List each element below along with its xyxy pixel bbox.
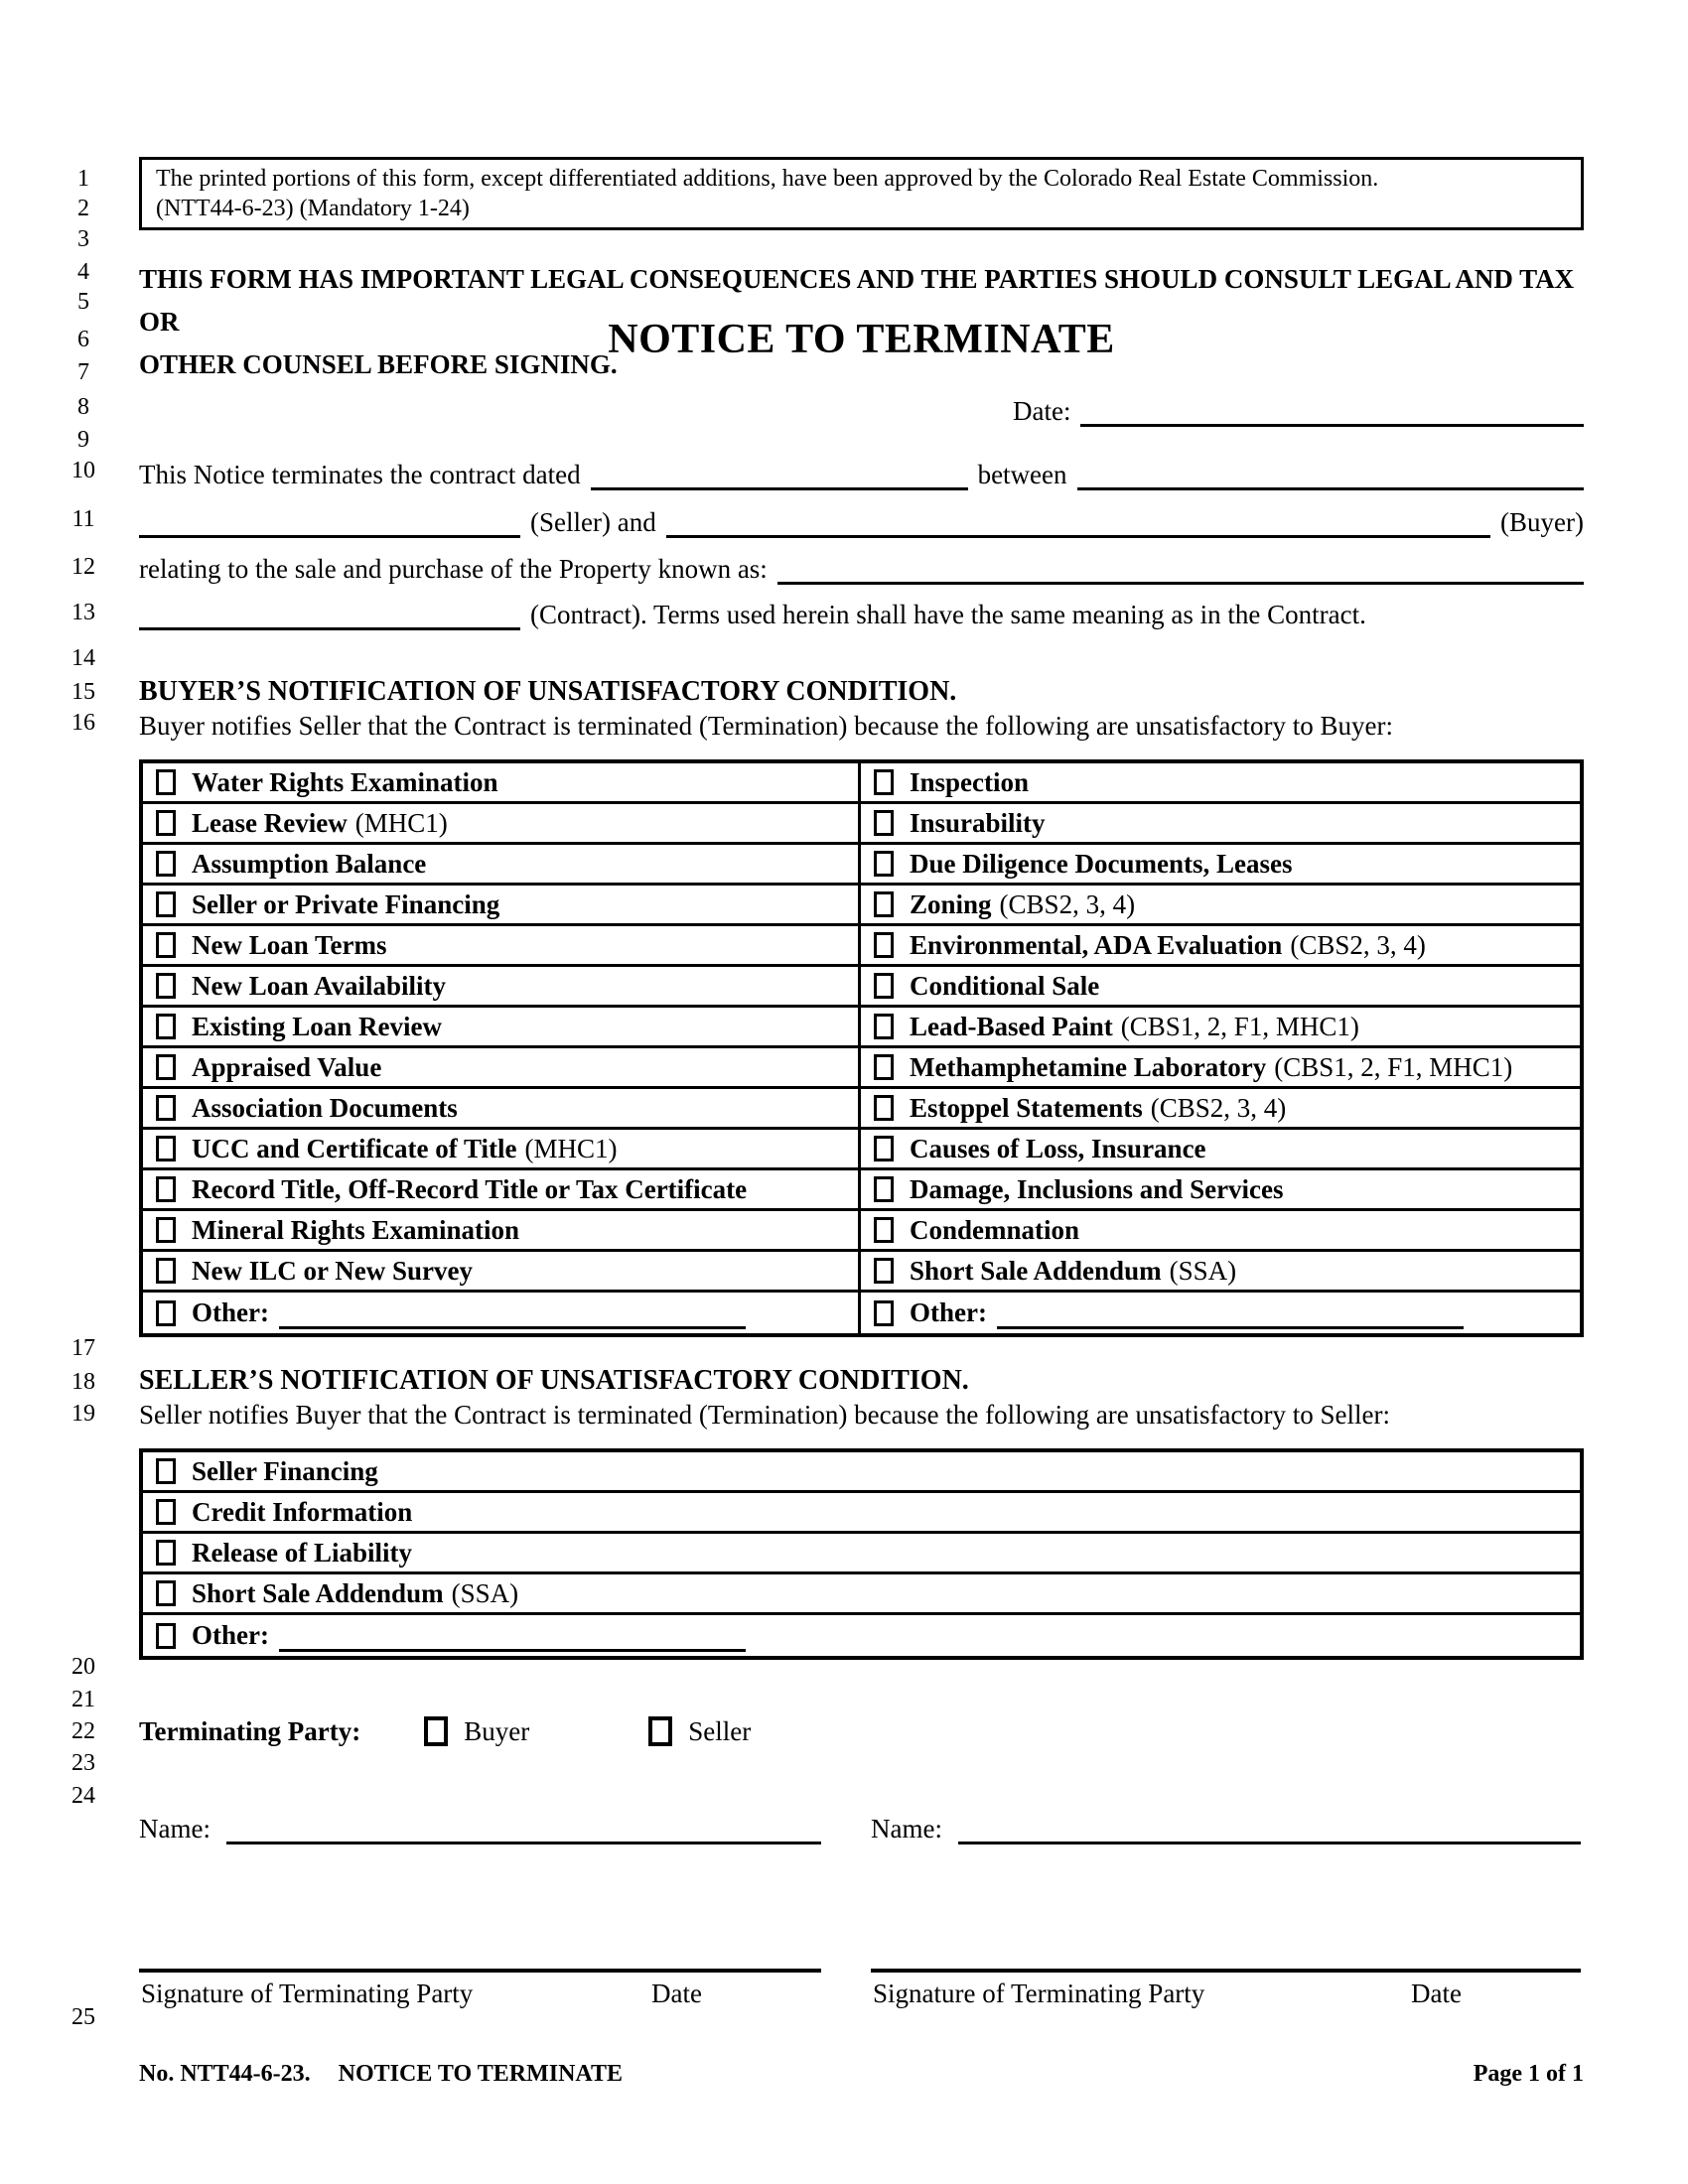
checkbox[interactable]	[874, 1217, 894, 1243]
buyer-checklist-right-column	[861, 763, 1580, 1333]
checklist-item-label: Existing Loan Review	[192, 1011, 443, 1041]
checkbox[interactable]	[874, 1300, 894, 1326]
checkbox[interactable]	[874, 1176, 894, 1202]
checkbox[interactable]	[156, 851, 176, 877]
footer-left	[139, 2061, 623, 2088]
checklist-item-label: Seller Financing	[192, 1455, 378, 1486]
seller-checklist-column	[143, 1452, 1580, 1656]
checkbox[interactable]	[156, 769, 176, 795]
approval-note-line2: (NTT44-6-23) (Mandatory 1-24)	[156, 196, 470, 221]
buyer-section-intro: Buyer notifies Seller that the Contract is terminated (Termination) because the following are unsatisfactory to Buyer:	[139, 711, 1393, 741]
checklist-row	[143, 763, 858, 804]
terminating-party-buyer-label: Buyer	[464, 1715, 530, 1746]
intro-line-12	[139, 541, 1584, 585]
buyer-section-heading: BUYER’S NOTIFICATION OF UNSATISFACTORY CONDITION.	[139, 676, 957, 707]
signature-label: Signature of Terminating Party	[141, 1979, 474, 2008]
seller-suffix-label: (Seller) and	[530, 507, 656, 537]
line-number: 3	[77, 226, 89, 252]
checklist-item-label: Other:	[192, 1297, 269, 1327]
checklist-row	[861, 1170, 1580, 1211]
checklist-item-label: Other:	[910, 1297, 987, 1327]
checklist-item-note: (CBS2, 3, 4)	[1150, 1092, 1287, 1123]
name-row-right	[871, 1807, 1581, 1844]
footer-form-title: NOTICE TO TERMINATE	[338, 2061, 623, 2087]
signature-label: Signature of Terminating Party	[873, 1979, 1205, 2008]
checklist-item-label: New Loan Terms	[192, 929, 387, 960]
checklist-row	[861, 886, 1580, 926]
seller-name-field[interactable]	[1077, 458, 1584, 490]
name-row-left	[139, 1807, 821, 1844]
checklist-item-label: Condemnation	[910, 1214, 1080, 1245]
checklist-row	[861, 1089, 1580, 1130]
checkbox[interactable]	[156, 1217, 176, 1243]
contract-suffix-text: (Contract). Terms used herein shall have the same meaning as in the Contract.	[530, 600, 1366, 629]
line-number: 21	[71, 1687, 95, 1712]
checklist-item-label: Release of Liability	[192, 1537, 412, 1568]
line-number: 8	[77, 394, 89, 420]
checkbox[interactable]	[156, 1136, 176, 1161]
checklist-item-label: Other:	[192, 1619, 269, 1650]
checklist-item-note: (CBS2, 3, 4)	[1290, 929, 1426, 960]
checkbox[interactable]	[874, 1095, 894, 1121]
checkbox[interactable]	[874, 1258, 894, 1284]
checklist-row	[861, 1130, 1580, 1170]
checklist-row	[143, 1293, 858, 1333]
checkbox[interactable]	[156, 1580, 176, 1606]
checkbox[interactable]	[156, 1014, 176, 1039]
checklist-item-label: Record Title, Off-Record Title or Tax Certificate	[192, 1173, 748, 1204]
checkbox[interactable]	[156, 1458, 176, 1484]
property-field-cont[interactable]	[139, 598, 520, 630]
checkbox[interactable]	[874, 932, 894, 958]
terminating-party-seller-label: Seller	[688, 1715, 752, 1746]
checklist-row	[143, 926, 858, 967]
checkbox[interactable]	[874, 973, 894, 999]
checkbox[interactable]	[874, 1136, 894, 1161]
checklist-item-label: Insurability	[910, 807, 1046, 838]
date-label: Date:	[1013, 396, 1071, 426]
line-number: 14	[71, 645, 95, 671]
line-number: 25	[71, 2004, 95, 2030]
checklist-row	[143, 1574, 1580, 1615]
name-label: Name:	[871, 1814, 942, 1843]
buyer-name-field[interactable]	[666, 505, 1490, 538]
checkbox[interactable]	[156, 932, 176, 958]
checklist-item-label: Damage, Inclusions and Services	[910, 1173, 1284, 1204]
checklist-row	[143, 886, 858, 926]
checklist-row	[143, 1170, 858, 1211]
checklist-row	[143, 967, 858, 1008]
checklist-row	[861, 1211, 1580, 1252]
seller-section-intro: Seller notifies Buyer that the Contract is terminated (Termination) because the following are unsatisfactory to Seller:	[139, 1400, 1390, 1430]
checklist-item-note: (CBS1, 2, F1, MHC1)	[1120, 1011, 1359, 1041]
intro-line-13	[139, 587, 1584, 630]
checkbox[interactable]	[156, 1095, 176, 1121]
checklist-row	[143, 1493, 1580, 1534]
checklist-row	[861, 1048, 1580, 1089]
checkbox[interactable]	[156, 1623, 176, 1649]
signature-block-left[interactable]	[139, 1969, 821, 2009]
date-field[interactable]	[1080, 394, 1584, 427]
checklist-row	[143, 1252, 858, 1293]
other-field[interactable]	[279, 1639, 746, 1652]
approval-note-line1: The printed portions of this form, except differentiated additions, have been approved by the Colorado Real Estate Commission.	[156, 166, 1379, 192]
checklist-row	[861, 1008, 1580, 1048]
checklist-item-label: Credit Information	[192, 1496, 413, 1527]
other-field[interactable]	[279, 1316, 746, 1329]
intro-line10-text2: between	[977, 460, 1067, 489]
checklist-item-label: Water Rights Examination	[192, 766, 498, 797]
line-number: 16	[71, 710, 95, 736]
property-known-as-label: relating to the sale and purchase of the Property known as:	[139, 554, 768, 584]
checklist-item-label: Estoppel Statements	[910, 1092, 1143, 1123]
checkbox[interactable]	[874, 891, 894, 917]
line-number: 9	[77, 427, 89, 453]
checklist-row	[143, 1089, 858, 1130]
line-number: 24	[71, 1783, 95, 1809]
checklist-item-note: (SSA)	[1169, 1255, 1237, 1286]
intro-line-10	[139, 447, 1584, 490]
checklist-row	[143, 845, 858, 886]
buyer-suffix-label: (Buyer)	[1500, 507, 1584, 537]
checkbox[interactable]	[156, 1540, 176, 1566]
intro-line10-text1: This Notice terminates the contract dated	[139, 460, 581, 489]
checklist-row	[861, 967, 1580, 1008]
line-number: 23	[71, 1750, 95, 1776]
checkbox[interactable]	[156, 891, 176, 917]
seller-name-field-cont[interactable]	[139, 505, 520, 538]
checklist-item-label: New Loan Availability	[192, 970, 447, 1001]
checklist-row	[861, 1293, 1580, 1333]
signature-date-label: Date	[651, 1979, 702, 2008]
checklist-item-label: Appraised Value	[192, 1051, 382, 1082]
checklist-row	[861, 804, 1580, 845]
checkbox[interactable]	[156, 1300, 176, 1326]
terminating-party-label: Terminating Party:	[139, 1715, 361, 1746]
legal-warning-line1: THIS FORM HAS IMPORTANT LEGAL CONSEQUENCES AND THE PARTIES SHOULD CONSULT LEGAL AND TAX OR	[139, 264, 1575, 337]
checklist-row	[861, 845, 1580, 886]
checkbox[interactable]	[156, 1054, 176, 1080]
line-number: 6	[77, 327, 89, 352]
checklist-row	[143, 1048, 858, 1089]
line-number: 19	[71, 1401, 95, 1427]
checklist-item-label: Assumption Balance	[192, 848, 427, 879]
checklist-item-label: New ILC or New Survey	[192, 1255, 473, 1286]
property-field[interactable]	[777, 552, 1584, 585]
form-number: No. NTT44-6-23.	[139, 2061, 311, 2087]
name-field-left[interactable]	[226, 1812, 821, 1844]
intro-line-11	[139, 494, 1584, 538]
checklist-item-label: Seller or Private Financing	[192, 888, 500, 919]
line-number: 12	[71, 554, 95, 580]
signature-block-right[interactable]	[871, 1969, 1581, 2009]
line-number: 20	[71, 1654, 95, 1680]
line-number: 11	[71, 506, 95, 532]
name-field-right[interactable]	[958, 1812, 1581, 1844]
date-row	[1013, 387, 1584, 427]
checklist-item-label: Lease Review	[192, 807, 348, 838]
name-label: Name:	[139, 1814, 211, 1843]
line-number: 7	[77, 359, 89, 385]
checkbox[interactable]	[874, 1014, 894, 1039]
checklist-row	[861, 926, 1580, 967]
checklist-row	[143, 1008, 858, 1048]
terminating-party-row	[139, 1709, 751, 1753]
contract-date-field[interactable]	[591, 458, 968, 490]
line-number: 4	[77, 259, 89, 285]
line-number: 5	[77, 289, 89, 315]
checkbox[interactable]	[874, 810, 894, 836]
line-number: 18	[71, 1369, 95, 1395]
checklist-item-label: Association Documents	[192, 1092, 458, 1123]
checklist-item-label: UCC and Certificate of Title	[192, 1133, 517, 1163]
checklist-item-note: (MHC1)	[524, 1133, 618, 1163]
checklist-row	[143, 1211, 858, 1252]
checklist-row	[861, 1252, 1580, 1293]
checklist-item-label: Due Diligence Documents, Leases	[910, 848, 1293, 879]
line-number: 22	[71, 1718, 95, 1744]
buyer-checklist-table	[139, 759, 1584, 1337]
checklist-row	[143, 1130, 858, 1170]
terminating-party-buyer-checkbox[interactable]	[424, 1716, 448, 1746]
checklist-item-note: (SSA)	[451, 1577, 519, 1608]
checkbox[interactable]	[156, 810, 176, 836]
page-footer	[139, 2061, 1584, 2088]
checkbox[interactable]	[156, 1258, 176, 1284]
checklist-item-note: (MHC1)	[354, 807, 448, 838]
checkbox[interactable]	[874, 851, 894, 877]
checklist-item-note: (CBS2, 3, 4)	[999, 888, 1136, 919]
legal-warning-line2: OTHER COUNSEL BEFORE SIGNING.	[139, 349, 618, 379]
checklist-item-label: Conditional Sale	[910, 970, 1100, 1001]
checklist-item-label: Zoning	[910, 888, 992, 919]
checkbox[interactable]	[156, 1176, 176, 1202]
seller-checklist-table	[139, 1448, 1584, 1660]
checklist-item-label: Inspection	[910, 766, 1030, 797]
checklist-item-label: Methamphetamine Laboratory	[910, 1051, 1267, 1082]
checklist-item-label: Mineral Rights Examination	[192, 1214, 520, 1245]
checklist-item-label: Short Sale Addendum	[910, 1255, 1162, 1286]
checkbox[interactable]	[874, 1054, 894, 1080]
checklist-row	[143, 1534, 1580, 1574]
line-number: 10	[71, 458, 95, 483]
checklist-row	[143, 1452, 1580, 1493]
checklist-row	[143, 1615, 1580, 1656]
checklist-row	[861, 763, 1580, 804]
checklist-item-label: Causes of Loss, Insurance	[910, 1133, 1206, 1163]
checkbox[interactable]	[874, 769, 894, 795]
seller-section-heading: SELLER’S NOTIFICATION OF UNSATISFACTORY CONDITION.	[139, 1365, 969, 1396]
other-field[interactable]	[997, 1316, 1464, 1329]
line-number: 2	[77, 196, 89, 221]
buyer-checklist-left-column	[143, 763, 861, 1333]
page-indicator: Page 1 of 1	[1473, 2061, 1584, 2087]
terminating-party-seller-checkbox[interactable]	[648, 1716, 672, 1746]
checklist-item-label: Environmental, ADA Evaluation	[910, 929, 1283, 960]
checkbox[interactable]	[156, 973, 176, 999]
checklist-item-label: Lead-Based Paint	[910, 1011, 1113, 1041]
line-number: 13	[71, 600, 95, 625]
checkbox[interactable]	[156, 1499, 176, 1525]
page-title: NOTICE TO TERMINATE	[608, 317, 1115, 362]
line-number: 17	[71, 1335, 95, 1361]
checklist-item-label: Short Sale Addendum	[192, 1577, 444, 1608]
checklist-item-note: (CBS1, 2, F1, MHC1)	[1274, 1051, 1513, 1082]
approval-note-box	[139, 157, 1584, 230]
line-number: 1	[77, 166, 89, 192]
checklist-row	[143, 804, 858, 845]
signature-date-label: Date	[1411, 1979, 1462, 2008]
line-number: 15	[71, 679, 95, 705]
